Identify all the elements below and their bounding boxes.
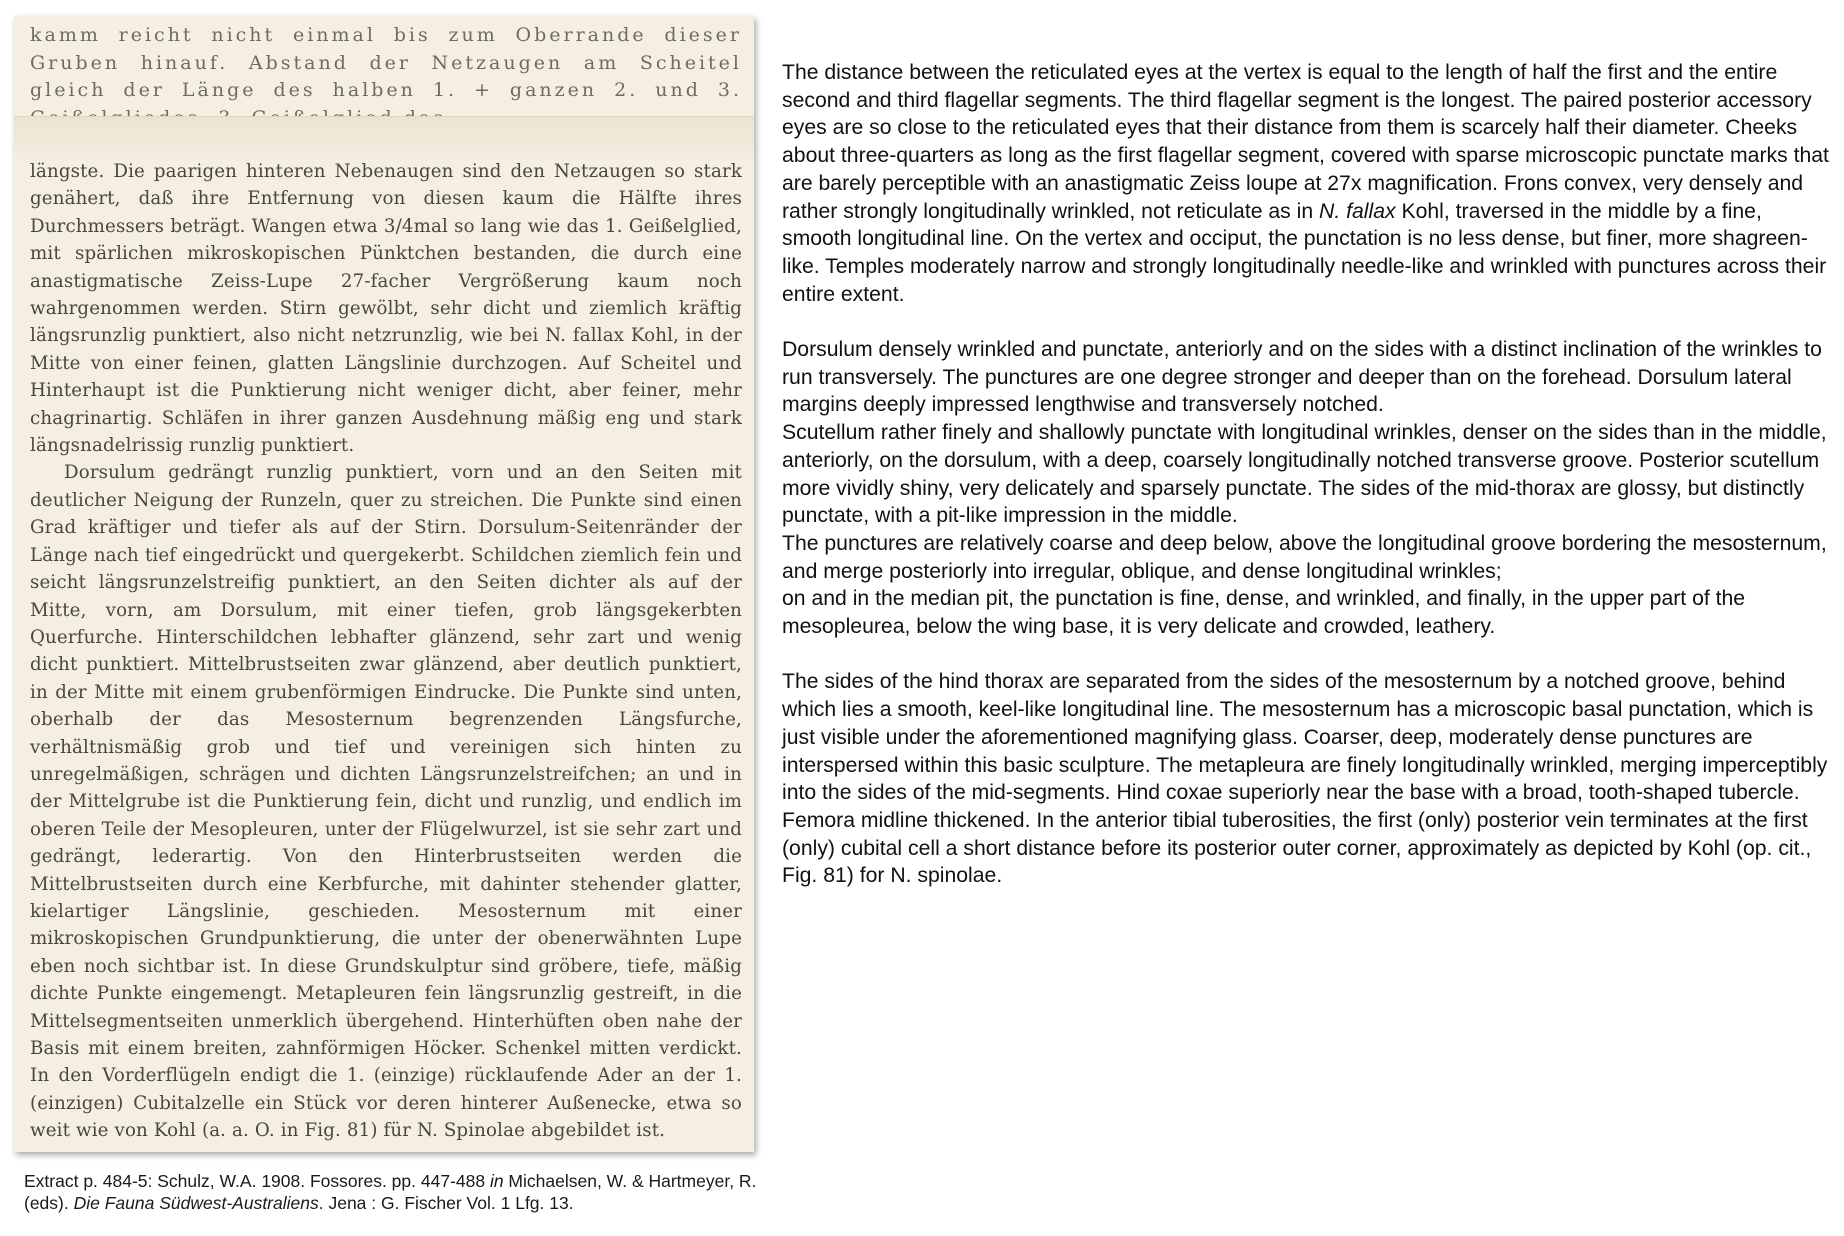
translation-p2-line: Dorsulum densely wrinkled and punctate, anteriorly and on the sides with a distinct inclination of the wrinkles to run transversely. The punctures are one degree stronger and deeper than on the forehead. Dorsulum lateral margins deeply impressed lengthwise and transversely notched. xyxy=(782,338,1822,417)
translation-p2-line: on and in the median pit, the punctation is fine, dense, and wrinkled, and finally, in the upper part of the mesopleurea, below the wing base, it is very delicate and crowded, leathery. xyxy=(782,587,1746,639)
citation-in: in xyxy=(489,1171,504,1191)
translation-paragraph-2 xyxy=(782,336,1832,641)
scan-paragraph-2: Dorsulum gedrängt runzlig punktiert, vorn und an den Seiten mit deutlicher Neigung der Runzeln, quer zu streichen. Die Punkte sind einen Grad kräftiger und tiefer als auf der Stirn. Dorsulum-Seitenränder der Länge nach tief eingedrückt und quergekerbt. Schildchen ziemlich fein und seicht längsrunzelstreifig punktiert, an den Seiten dichter als auf der Mitte, vorn, am Dorsulum, mit einer tiefen, grob längsgekerbten Querfurche. Hinterschildchen lebhafter glänzend, sehr zart und wenig dicht punktiert. Mittelbrustseiten zwar glänzend, aber deutlich punktiert, in der Mitte mit einem grubenförmigen Eindrucke. Die Punkte sind unten, oberhalb der das Mesosternum begrenzenden Längsfurche, verhältnismäßig grob und tief und vereinigen sich hinten zu unregelmäßigen, schrägen und dichten Längsrunzelstreifchen; an und in der Mittelgrube ist die Punktierung fein, dicht und runzlig, und endlich im oberen Teile der Mesopleuren, unter der Flügelwurzel, ist sie sehr zart und gedrängt, lederartig. Von den Hinterbrustseiten werden die Mittelbrustseiten durch eine Kerbfurche, mit dahinter stehender glatter, kielartiger Längslinie, geschieden. Mesosternum mit einer mikroskopischen Grundpunktierung, die unter der obenerwähnten Lupe eben noch sichtbar ist. In diese Grundskulptur sind gröbere, tiefe, mäßig dichte Punkte eingemengt. Metapleuren fein längsrunzlig gestreift, in die Mittelsegmentseiten unmerklich übergehend. Hinterhüften oben nahe der Basis mit einem breiten, zahnförmigen Höcker. Schenkel mitten verdickt. In den Vorderflügeln endigt die 1. (einzige) rücklaufende Ader an der 1. (einzigen) Cubitalzelle ein Stück vor deren hinterer Außenecke, etwa so weit wie von Kohl (a. a. O. in Fig. 81) für N. Spinolae abgebildet ist. xyxy=(30,462,742,1142)
translation-p1-text-a: The distance between the reticulated eyes at the vertex is equal to the length of half the first and the entire second and third flagellar segments. The third flagellar segment is the longest. The paired posterior accessory eyes are so close to the reticulated eyes that their distance from them is scarcely half their diameter. Cheeks about three-quarters as long as the first flagellar segment, covered with sparse microscopic punctate marks that are barely perceptible with an anastigmatic Zeiss loupe at 27x magnification. Frons convex, very densely and rather strongly longitudinally wrinkled, not reticulate as in xyxy=(782,61,1829,223)
species-name-italic: N. fallax xyxy=(1319,199,1396,223)
citation-title: Die Fauna Südwest-Australiens xyxy=(73,1193,319,1213)
scan-body xyxy=(30,158,742,1145)
translation-paragraph-3: The sides of the hind thorax are separated from the sides of the mesosternum by a notched groove, behind which lies a smooth, keel-like longitudinal line. The mesosternum has a microscopic basal punctation, which is just visible under the aforementioned magnifying glass. Coarser, deep, moderately dense punctures are interspersed within this basic sculpture. The metapleura are finely longitudinally wrinkled, merging imperceptibly into the sides of the mid-segments. Hind coxae superiorly near the base with a broad, tooth-shaped tubercle. Femora midline thickened. In the anterior tibial tuberosities, the first (only) posterior vein terminates at the first (only) cubital cell a short distance before its posterior outer corner, approximately as depicted by Kohl (op. cit., Fig. 81) for N. spinolae. xyxy=(782,670,1828,888)
translation-p1-text-b: Kohl, traversed in the middle by a fine, smooth longitudinal line. On the vertex and occiput, the punctation is no less dense, but finer, more shagreen-like. Temples moderately narrow and strongly longitudinally needle-like and wrinkled with punctures across their entire extent. xyxy=(782,199,1827,306)
scanned-page-image xyxy=(14,16,754,1152)
translation-text xyxy=(782,59,1832,918)
scan-top-text: kamm reicht nicht einmal bis zum Oberrande dieser Gruben hinauf. Abstand der Netzaugen am Scheitel gleich der Länge des halben 1. + ganzen 2. und 3. xyxy=(30,24,742,101)
scan-paragraph-1: längste. Die paarigen hinteren Nebenaugen sind den Netzaugen so stark genähert, daß ihre Entfernung von diesen kaum die Hälfte ihres Durchmessers beträgt. Wangen etwa 3/4mal so lang wie das 1. Geißelglied, mit spärlichen mikroskopischen Pünktchen bestanden, die durch eine anastigmatische Zeiss-Lupe 27-facher Vergrößerung kaum noch wahrgenommen werden. Stirn gewölbt, sehr dicht und ziemlich kräftig längsrunzlig punktiert, also nicht netzrunzlig, wie bei N. fallax Kohl, in der Mitte von einer feinen, glatten Längslinie durchzogen. Auf Scheitel und Hinterhaupt ist die Punktierung nicht weniger dicht, aber feiner, mehr chagrinartig. Schläfen in ihrer ganzen Ausdehnung mäßig eng und stark längsnadelrissig runzlig punktiert. xyxy=(30,161,742,457)
translation-p2-line: Scutellum rather finely and shallowly punctate with longitudinal wrinkles, denser on the sides than in the middle, anteriorly, on the dorsulum, with a deep, coarsely longitudinally notched transverse groove. Posterior scutellum more vividly shiny, very delicately and sparsely punctate. The sides of the mid-thorax are glossy, but distinctly punctate, with a pit-like impression in the middle. xyxy=(782,421,1827,528)
citation-part-3: . Jena : G. Fischer Vol. 1 Lfg. 13. xyxy=(318,1193,574,1213)
source-citation xyxy=(24,1170,784,1214)
translation-p2-line: The punctures are relatively coarse and deep below, above the longitudinal groove bordering the mesosternum, and merge posteriorly into irregular, oblique, and dense longitudinal wrinkles; xyxy=(782,531,1827,583)
translation-paragraph-1 xyxy=(782,59,1832,308)
page-break-divider xyxy=(14,116,754,161)
citation-part-2: Michaelsen, W. & Hartmeyer, R. (eds). xyxy=(24,1171,757,1213)
citation-part-1: Extract p. 484-5: Schulz, W.A. 1908. Fossores. pp. 447-488 xyxy=(24,1171,490,1191)
